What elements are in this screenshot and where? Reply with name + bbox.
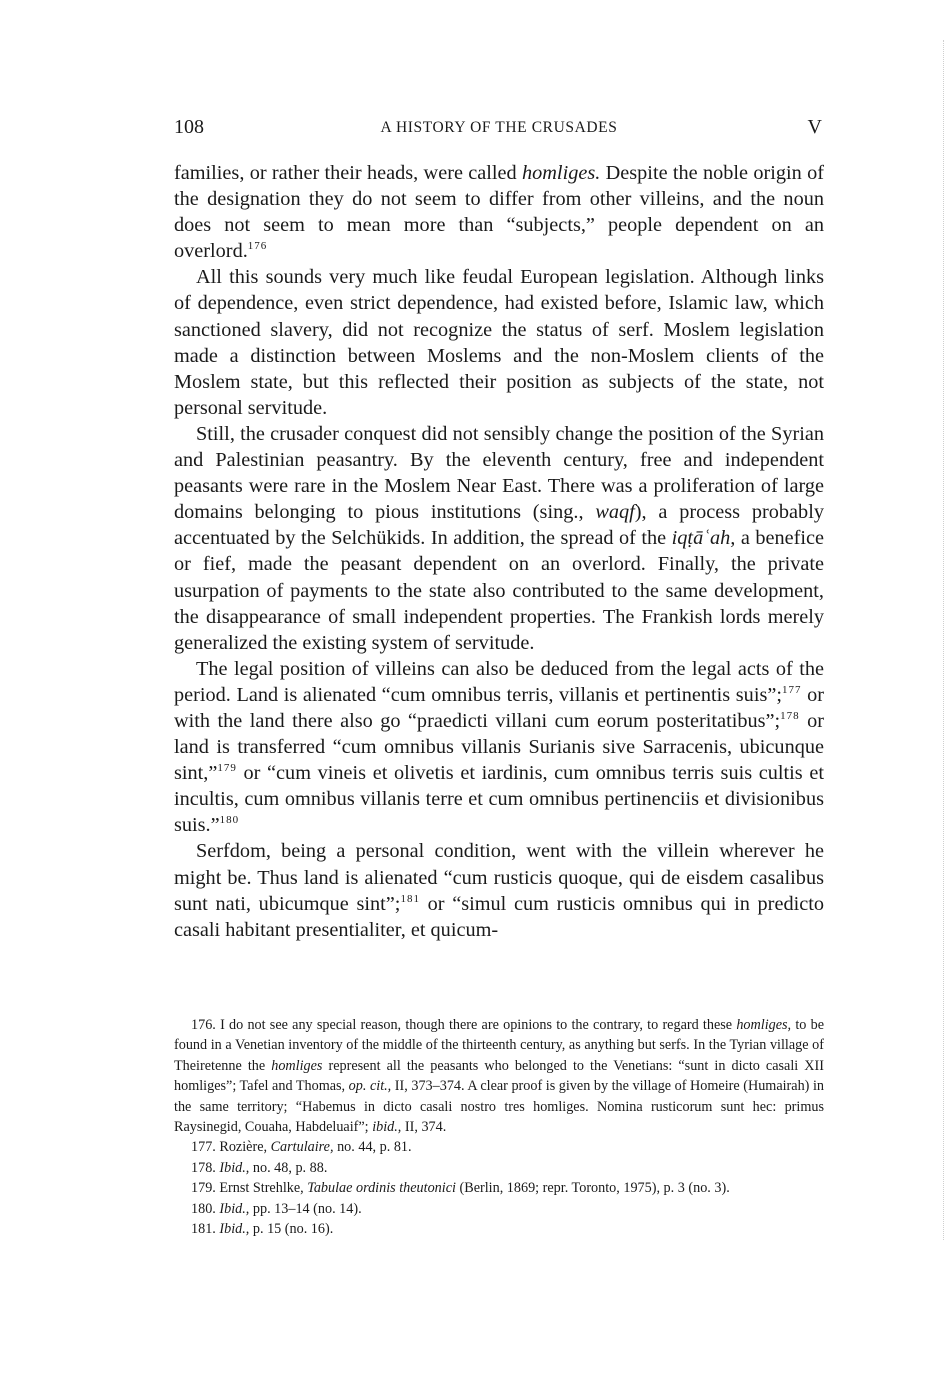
text-run: 176. I do not see any special reason, though there are opinions to the contrary, to regard these <box>191 1017 737 1033</box>
footnotes <box>174 1015 824 1239</box>
italic-term: ibid., <box>372 1119 402 1136</box>
text-run: p. 15 (no. 16). <box>249 1221 334 1238</box>
text-run: 177. Rozière, <box>191 1139 271 1156</box>
text-run: 178. <box>191 1159 220 1176</box>
italic-term: homliges <box>271 1057 323 1074</box>
italic-term: Cartulaire, <box>270 1139 334 1156</box>
text-run: no. 44, p. 81. <box>333 1139 412 1156</box>
text-run: or “cum vineis et olivetis et iardinis, cum omnibus terris suis cultis et incultis, cum omnibus villanis terre et cum omnibus pertinenciis et divisionibus suis.” <box>174 762 824 837</box>
italic-term: Ibid., <box>219 1159 250 1176</box>
footnote-ref[interactable]: 179 <box>217 762 237 775</box>
page-number: 108 <box>174 116 204 138</box>
footnote-ref[interactable]: 181 <box>400 892 420 905</box>
footnote-180 <box>174 1199 824 1219</box>
italic-term: Ibid., <box>219 1200 250 1217</box>
text-run: 181. <box>191 1221 220 1238</box>
text-run: All this sounds very much like feudal European legislation. Although links of dependence, even strict dependence, had existed before, Islamic law, which sanctioned slavery, did not recognize the status of serf. Moslem legislation made a distinction between Moslems and the non-Moslem clients of the Moslem state, but this reflected their position as subjects of the state, not personal servitude. <box>174 266 824 419</box>
footnote-ref[interactable]: 178 <box>780 709 800 722</box>
footnote-ref[interactable]: 177 <box>782 683 802 696</box>
text-run: pp. 13–14 (no. 14). <box>249 1200 362 1217</box>
text-run: 179. Ernst Strehlke, <box>191 1180 308 1197</box>
italic-term: homliges. <box>522 162 601 184</box>
text-run: 180. <box>191 1200 220 1217</box>
text-run: Still, the crusader conquest did not sensibly change the position of the Syrian and Palestinian peasantry. By the eleventh century, free and independent peasants were rare in the Moslem Near East. There was a proliferation of large domains belonging to pious institutions (sing., <box>174 422 824 524</box>
footnote-177 <box>174 1137 824 1157</box>
paragraph <box>174 838 824 942</box>
footnote-ref[interactable]: 176 <box>247 240 268 253</box>
paragraph <box>174 160 824 264</box>
text-run: The legal position of villeins can also be deduced from the legal acts of the period. Land is alienated “cum omnibus terris, villanis et pertinentis suis”; <box>174 657 824 706</box>
paragraph <box>174 421 824 656</box>
text-run: represent all the peasants who belonged to the Venetians: “sunt in dicto casali XII homliges”; Tafel and Thomas, <box>174 1057 824 1095</box>
running-title: A HISTORY OF THE CRUSADES <box>380 119 618 136</box>
text-run: or “simul cum rusticis omnibus qui in predicto casali habitant presentialiter, et quicum- <box>174 892 824 941</box>
text-run: or with the land there also go “praedicti villani cum eorum posteritatibus”; <box>174 683 824 732</box>
text-run: a benefice or fief, made the peasant dependent on an overlord. Finally, the private usurpation of payments to the state also contributed to the same development, the disappearance of small independent properties. The Frankish lords merely generalized the existing system of servitude. <box>174 527 824 654</box>
paragraph <box>174 264 824 421</box>
text-run: II, 373–374. A clear proof is given by the village of Homeire (Humairah) in the same territory; “Habemus in dicto casali nostro tres homliges. Nomina rusticorum sunt hec: primus Raysinegid, Couaha, Habdeluaif”; <box>174 1078 824 1136</box>
text-run: families, or rather their heads, were called <box>174 162 522 184</box>
text-run: no. 48, p. 88. <box>249 1159 328 1176</box>
footnote-179 <box>174 1178 824 1198</box>
running-header <box>174 116 824 142</box>
italic-term: op. cit., <box>348 1078 392 1095</box>
text-run: to be found in a Venetian inventory of the middle of the thirteenth century, as anything but serfs. In the Tyrian village of Theiretenne the <box>174 1017 824 1074</box>
italic-term: homliges, <box>736 1017 792 1033</box>
italic-term: iqṭāʿah, <box>671 527 736 550</box>
text-run: II, 374. <box>401 1119 447 1136</box>
italic-term: Ibid., <box>219 1221 250 1238</box>
text-run: or land is transferred “cum omnibus villanis Surianis sive Sarracenis, ubicunque sint,” <box>174 709 825 785</box>
text-run: Serfdom, being a personal condition, went with the villein wherever he might be. Thus land is alienated “cum rusticis quoque, qui de eisdem casalibus sunt nati, ubicumque sint”; <box>174 840 824 915</box>
italic-term: Tabulae ordinis theutonici <box>307 1180 456 1197</box>
text-run: Despite the noble origin of the designation they do not seem to differ from other villeins, and the noun does not seem to mean more than “subjects,” people dependent on an overlord. <box>174 162 824 263</box>
italic-term: waqf <box>595 501 635 524</box>
text-run: ), a process probably accentuated by the Selchükids. In addition, the spread of the <box>174 501 824 550</box>
main-text <box>174 160 824 943</box>
footnote-178 <box>174 1158 824 1178</box>
page-edge-mark <box>940 40 944 1240</box>
text-run: (Berlin, 1869; repr. Toronto, 1975), p. 3 (no. 3). <box>455 1180 730 1197</box>
footnote-176 <box>174 1015 824 1137</box>
footnote-ref[interactable]: 180 <box>219 814 240 827</box>
part-number: V <box>807 116 822 138</box>
paragraph <box>174 656 824 839</box>
footnote-181 <box>174 1219 824 1239</box>
